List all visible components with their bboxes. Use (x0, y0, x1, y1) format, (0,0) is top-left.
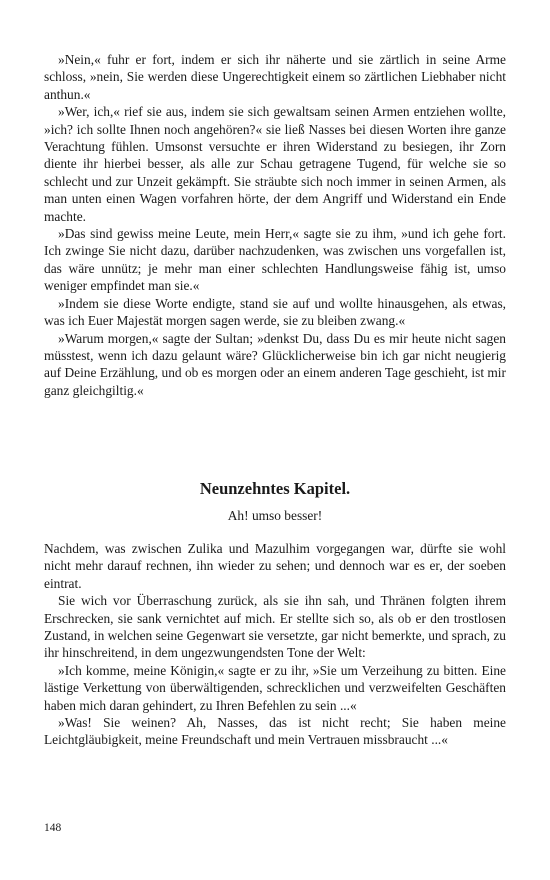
paragraph: »Was! Sie weinen? Ah, Nasses, das ist nicht recht; Sie haben meine Leichtgläubigkeit, meine Freundschaft und mein Vertrauen missbraucht ...« (44, 715, 506, 748)
page-number: 148 (44, 822, 62, 834)
paragraph: »Ich komme, meine Königin,« sagte er zu ihr, »Sie um Verzeihung zu bitten. Eine lästige Verkettung von überwältigenden, schrecklichen und verzweifelten Geschäften haben mich daran gehindert, zu Ihren Befehlen zu sein ...« (44, 662, 506, 713)
paragraph: »Das sind gewiss meine Leute, mein Herr,« sagte sie zu ihm, »und ich gehe fort. Ich zwinge Sie nicht dazu, darüber nachzudenken, was zwischen uns vorgefallen ist, das wäre unnütz; je mehr man einer schlechten Handlungsweise fähig ist, umso weniger empfindet man sie.« (44, 226, 506, 294)
paragraph: »Nein,« fuhr er fort, indem er sich ihr näherte und sie zärtlich in seine Arme schloss, »nein, Sie werden diese Ungerechtigkeit einem so zärtlichen Liebhaber nicht anthun.« (44, 52, 506, 102)
chapter-title: Neunzehntes Kapitel. (199, 479, 351, 498)
text-block-top (44, 51, 506, 399)
text-block-bottom (44, 540, 506, 749)
paragraph: »Indem sie diese Worte endigte, stand sie auf und wollte hinausgehen, als etwas, was ich Euer Majestät morgen sagen werde, sie zu bleiben zwang.« (44, 295, 506, 329)
paragraph: Nachdem, was zwischen Zulika und Mazulhim vorgegangen war, dürfte sie wohl nicht mehr darauf rechnen, ihn wieder zu sehen; und dennoch war es er, der soeben eintrat. (44, 541, 506, 591)
paragraph: »Warum morgen,« sagte der Sultan; »denkst Du, dass Du es mir heute nicht sagen müsstest, wenn ich dazu gelaunt wäre? Glücklicherweise bin ich gar nicht neugierig auf Deine Erzählung, und ob es morgen oder an einem anderen Tage geschieht, ist mir ganz gleichgiltig.« (44, 330, 506, 398)
chapter-subtitle: Ah! umso besser! (227, 508, 323, 523)
paragraph: »Wer, ich,« rief sie aus, indem sie sich gewaltsam seinen Armen entziehen wollte, »ich? ich sollte Ihnen noch angehören?« sie ließ Nasses bei diesen Worten ihre ganze Verachtung fühlen. Umsonst versuchte er ihren Widerstand zu besiegen, ihr Zorn diente ihr hierbei besser, als alle zur Schau getragene Tugend, für welche sie so schlecht und zur Unzeit gekämpft. Sie sträubte sich noch immer in seinen Armen, als man unten einen Wagen vorfahren hörte, der dem Angriff und Widerstand ein Ende machte. (44, 104, 506, 224)
paragraph: Sie wich vor Überraschung zurück, als sie ihn sah, und Thränen folgten ihrem Erschrecken, sie sank vernichtet auf mich. Er stellte sich so, als ob er den trostlosen Zustand, in welchen seine Gegenwart sie versetzte, gar nicht bemerkte, und sprach, zu ihr hinschreitend, in dem ungezwungendsten Tone der Welt: (44, 593, 506, 661)
